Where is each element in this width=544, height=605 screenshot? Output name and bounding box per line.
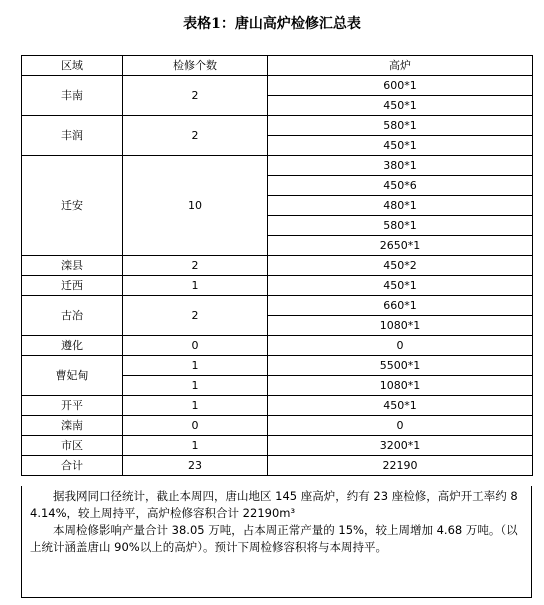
furnace-cell: 0 — [268, 336, 533, 356]
header-furnace: 高炉 — [268, 56, 533, 76]
table-row — [22, 276, 533, 296]
table-title: 表格1：唐山高炉检修汇总表 — [183, 16, 361, 32]
region-cell: 开平 — [22, 396, 123, 416]
header-region: 区域 — [22, 56, 123, 76]
furnace-cell: 450*1 — [268, 136, 533, 156]
count-cell: 1 — [123, 436, 268, 456]
region-cell: 古冶 — [22, 296, 123, 336]
furnace-cell: 580*1 — [268, 116, 533, 136]
furnace-cell: 5500*1 — [268, 356, 533, 376]
table-row — [22, 396, 533, 416]
table-row — [22, 156, 533, 176]
count-cell: 0 — [123, 336, 268, 356]
table-row — [22, 416, 533, 436]
furnace-cell: 480*1 — [268, 196, 533, 216]
region-cell: 丰南 — [22, 76, 123, 116]
total-label: 合计 — [22, 456, 123, 476]
region-cell: 曹妃甸 — [22, 356, 123, 396]
blast-furnace-maintenance-table — [21, 55, 533, 476]
table-row — [22, 336, 533, 356]
region-cell: 丰润 — [22, 116, 123, 156]
region-cell: 迁西 — [22, 276, 123, 296]
count-cell: 1 — [123, 396, 268, 416]
furnace-cell: 450*1 — [268, 276, 533, 296]
total-volume: 22190 — [268, 456, 533, 476]
count-cell: 2 — [123, 296, 268, 336]
count-cell: 0 — [123, 416, 268, 436]
table-row — [22, 436, 533, 456]
furnace-cell: 450*6 — [268, 176, 533, 196]
furnace-cell: 580*1 — [268, 216, 533, 236]
total-row — [22, 456, 533, 476]
summary-paragraph-2: 本周检修影响产量合计 38.05 万吨，占本周正常产量的 15%，较上周增加 4.68 万吨。（以上统计涵盖唐山 90%以上的高炉）。预计下周检修容积将与本周持平。 — [30, 523, 518, 554]
summary-text-box — [21, 486, 532, 598]
furnace-cell: 1080*1 — [268, 316, 533, 336]
region-cell: 滦县 — [22, 256, 123, 276]
furnace-cell: 450*2 — [268, 256, 533, 276]
region-cell: 遵化 — [22, 336, 123, 356]
table-row — [22, 296, 533, 316]
count-cell: 2 — [123, 116, 268, 156]
table-header-row — [22, 56, 533, 76]
furnace-cell: 1080*1 — [268, 376, 533, 396]
table-row — [22, 76, 533, 96]
furnace-cell: 3200*1 — [268, 436, 533, 456]
furnace-cell: 2650*1 — [268, 236, 533, 256]
furnace-cell: 380*1 — [268, 156, 533, 176]
furnace-cell: 600*1 — [268, 76, 533, 96]
furnace-cell: 0 — [268, 416, 533, 436]
header-count: 检修个数 — [123, 56, 268, 76]
count-cell: 1 — [123, 376, 268, 396]
count-cell: 2 — [123, 76, 268, 116]
summary-paragraph-1: 据我网同口径统计，截止本周四，唐山地区 145 座高炉，约有 23 座检修，高炉开工率约 84.14%，较上周持平，高炉检修容积合计 22190m³ — [30, 489, 518, 520]
total-count: 23 — [123, 456, 268, 476]
table-row — [22, 116, 533, 136]
count-cell: 2 — [123, 256, 268, 276]
region-cell: 滦南 — [22, 416, 123, 436]
count-cell: 10 — [123, 156, 268, 256]
table-row — [22, 356, 533, 376]
furnace-cell: 450*1 — [268, 396, 533, 416]
furnace-cell: 450*1 — [268, 96, 533, 116]
count-cell: 1 — [123, 356, 268, 376]
region-cell: 市区 — [22, 436, 123, 456]
region-cell: 迁安 — [22, 156, 123, 256]
table-row — [22, 256, 533, 276]
furnace-cell: 660*1 — [268, 296, 533, 316]
count-cell: 1 — [123, 276, 268, 296]
